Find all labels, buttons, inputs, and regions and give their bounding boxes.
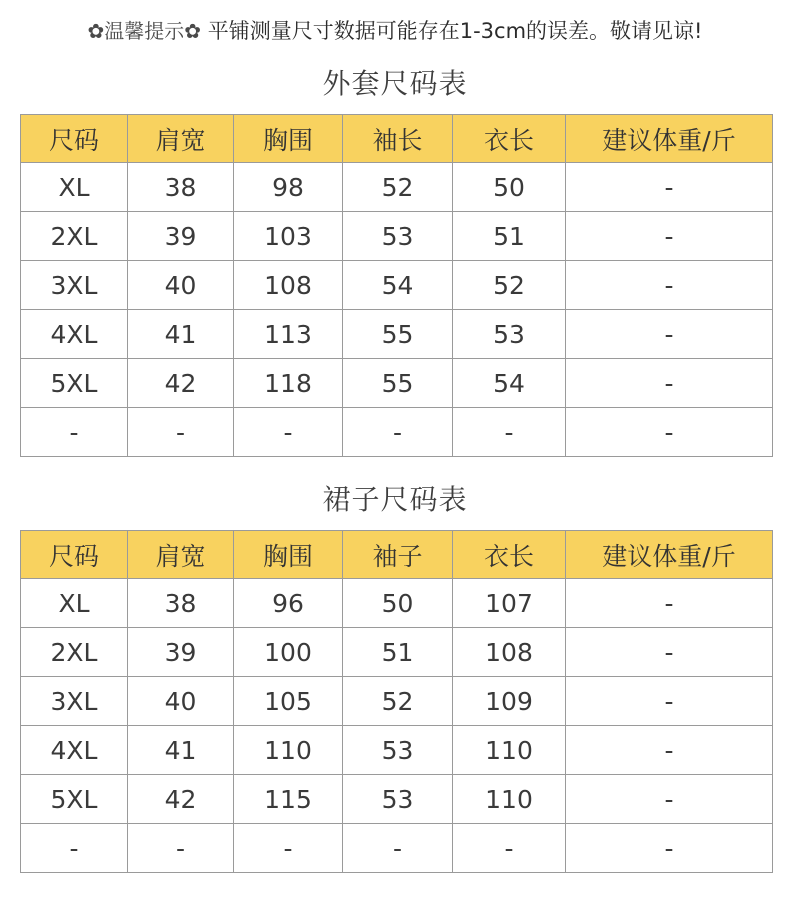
header-weight: 建议体重/斤 [566, 531, 773, 579]
header-length: 衣长 [453, 115, 566, 163]
table-row [21, 726, 773, 775]
table-cell: - [566, 726, 773, 775]
table-cell: 42 [128, 359, 234, 408]
header-sleeve: 袖长 [343, 115, 453, 163]
table-cell: 40 [128, 261, 234, 310]
table-cell: 53 [343, 775, 453, 824]
skirt-table-title: 裙子尺码表 [322, 483, 468, 516]
table-cell: 54 [453, 359, 566, 408]
table-cell: 109 [453, 677, 566, 726]
table-cell: 4XL [21, 726, 128, 775]
table-row [21, 677, 773, 726]
table-cell: 54 [343, 261, 453, 310]
table-cell: - [566, 310, 773, 359]
table-row [21, 310, 773, 359]
header-length: 衣长 [453, 531, 566, 579]
table-cell: - [566, 628, 773, 677]
table-cell: - [343, 824, 453, 873]
table-cell: 2XL [21, 212, 128, 261]
jacket-table-title: 外套尺码表 [322, 67, 468, 100]
table-cell: 50 [453, 163, 566, 212]
table-cell: 98 [234, 163, 343, 212]
table-cell: - [453, 824, 566, 873]
notice-banner [0, 14, 790, 48]
table-cell: 110 [453, 775, 566, 824]
table-cell: XL [21, 163, 128, 212]
table-cell: - [453, 408, 566, 457]
header-sleeve: 袖子 [343, 531, 453, 579]
table-cell: 52 [343, 677, 453, 726]
table-cell: 40 [128, 677, 234, 726]
table-cell: 53 [343, 726, 453, 775]
table-cell: 105 [234, 677, 343, 726]
table-cell: 39 [128, 212, 234, 261]
header-chest: 胸围 [234, 531, 343, 579]
table-cell: 2XL [21, 628, 128, 677]
header-size: 尺码 [21, 531, 128, 579]
table-header-row [21, 115, 773, 163]
table-cell: 4XL [21, 310, 128, 359]
table-cell: 100 [234, 628, 343, 677]
table-cell: 41 [128, 726, 234, 775]
header-weight: 建议体重/斤 [566, 115, 773, 163]
skirt-size-table [20, 530, 773, 873]
table-row [21, 212, 773, 261]
table-cell: 38 [128, 163, 234, 212]
table-cell: - [343, 408, 453, 457]
table-row [21, 359, 773, 408]
table-row [21, 261, 773, 310]
table-row [21, 628, 773, 677]
table-cell: 103 [234, 212, 343, 261]
table-header-row [21, 531, 773, 579]
table-cell: 107 [453, 579, 566, 628]
header-shoulder: 肩宽 [128, 531, 234, 579]
table-cell: 52 [453, 261, 566, 310]
table-cell: 115 [234, 775, 343, 824]
table-cell: 3XL [21, 677, 128, 726]
table-cell: - [566, 359, 773, 408]
table-cell: - [566, 677, 773, 726]
table-cell: - [21, 408, 128, 457]
table-cell: 3XL [21, 261, 128, 310]
table-row [21, 163, 773, 212]
table-cell: 55 [343, 359, 453, 408]
notice-text: 平铺测量尺寸数据可能存在1-3cm的误差。敬请见谅! [207, 19, 703, 43]
jacket-size-table [20, 114, 773, 457]
table-cell: 108 [453, 628, 566, 677]
table-row [21, 579, 773, 628]
table-cell: 113 [234, 310, 343, 359]
table-cell: - [566, 775, 773, 824]
table-cell: - [566, 824, 773, 873]
table-cell: 108 [234, 261, 343, 310]
table-cell: - [566, 212, 773, 261]
table-cell: - [566, 163, 773, 212]
table-cell: - [566, 579, 773, 628]
table-cell: - [128, 824, 234, 873]
table-row [21, 824, 773, 873]
table-cell: - [234, 824, 343, 873]
table-cell: - [566, 261, 773, 310]
table-cell: 50 [343, 579, 453, 628]
table-cell: 38 [128, 579, 234, 628]
table-cell: 51 [453, 212, 566, 261]
table-cell: 55 [343, 310, 453, 359]
table-cell: 39 [128, 628, 234, 677]
header-chest: 胸围 [234, 115, 343, 163]
table-row [21, 775, 773, 824]
table-cell: 53 [453, 310, 566, 359]
header-size: 尺码 [21, 115, 128, 163]
table-cell: 118 [234, 359, 343, 408]
table-cell: 53 [343, 212, 453, 261]
header-shoulder: 肩宽 [128, 115, 234, 163]
table-cell: - [234, 408, 343, 457]
table-cell: 41 [128, 310, 234, 359]
table-cell: 5XL [21, 775, 128, 824]
table-cell: 42 [128, 775, 234, 824]
table-row [21, 408, 773, 457]
table-cell: XL [21, 579, 128, 628]
table-cell: 51 [343, 628, 453, 677]
table-cell: - [128, 408, 234, 457]
table-cell: - [566, 408, 773, 457]
table-cell: 52 [343, 163, 453, 212]
table-cell: 110 [453, 726, 566, 775]
table-cell: 110 [234, 726, 343, 775]
table-cell: - [21, 824, 128, 873]
table-cell: 96 [234, 579, 343, 628]
notice-prefix: ✿温馨提示✿ [87, 19, 202, 43]
table-cell: 5XL [21, 359, 128, 408]
